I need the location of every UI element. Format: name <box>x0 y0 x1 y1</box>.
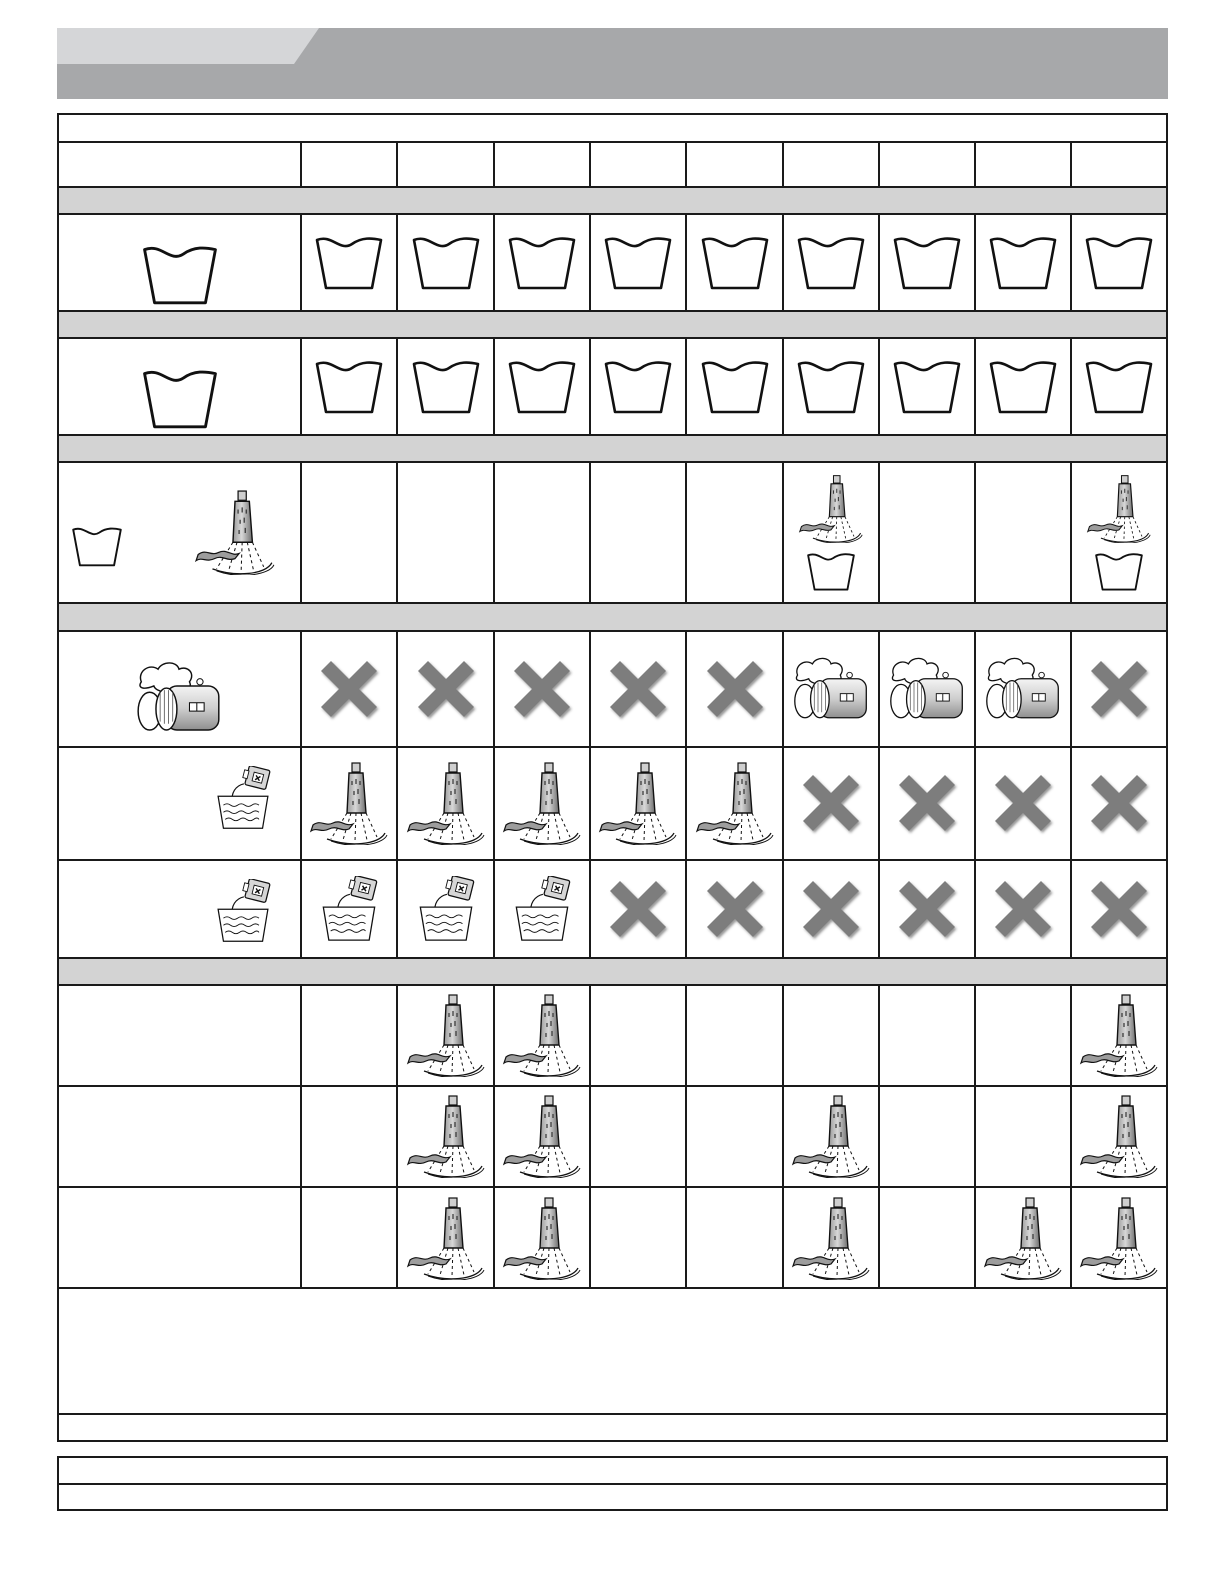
symbol-cell <box>397 462 494 603</box>
symbol-cell <box>397 1187 494 1289</box>
wash-tub-icon <box>1084 234 1154 290</box>
symbol-cell <box>397 860 494 958</box>
title-row <box>58 114 1167 142</box>
symbol-cell <box>686 338 783 435</box>
row-label-cell <box>58 985 301 1086</box>
symbol-cell <box>590 860 687 958</box>
shower-rinse-icon <box>791 1094 871 1178</box>
shower-rinse-icon <box>502 993 582 1077</box>
row-label-cell <box>58 631 301 747</box>
care-chart-table <box>57 113 1168 1442</box>
symbol-cell <box>397 631 494 747</box>
wash-tub-icon <box>411 234 481 290</box>
not-allowed-x-icon <box>699 653 771 725</box>
symbol-cell <box>494 985 590 1086</box>
symbol-cell <box>301 985 398 1086</box>
header-banner <box>57 28 1168 99</box>
section-row <box>58 603 1167 630</box>
care-row <box>58 338 1167 435</box>
wash-tub-icon <box>700 234 770 290</box>
symbol-cell <box>879 747 976 860</box>
symbol-cell <box>494 860 590 958</box>
shower-rinse-icon <box>406 993 486 1077</box>
shower-rinse-icon <box>502 1094 582 1178</box>
row-label-cell <box>58 860 301 958</box>
shower-rinse-icon <box>194 489 276 575</box>
not-allowed-x-icon <box>506 653 578 725</box>
symbol-cell <box>301 1187 398 1289</box>
symbol-cell <box>1071 747 1167 860</box>
symbol-cell <box>879 1086 976 1187</box>
detergent-pour-icon <box>509 876 575 942</box>
not-allowed-x-icon <box>987 873 1059 945</box>
symbol-cell <box>590 985 687 1086</box>
symbol-cell <box>1071 631 1167 747</box>
shower-rinse-icon <box>502 761 582 845</box>
symbol-cell <box>1071 1187 1167 1289</box>
section-row <box>58 958 1167 985</box>
symbol-cell <box>783 631 879 747</box>
symbol-cell <box>301 462 398 603</box>
wash-tub-icon <box>141 367 219 429</box>
symbol-cell <box>975 631 1071 747</box>
row-label-cell <box>58 214 301 311</box>
symbol-cell <box>590 631 687 747</box>
wash-tub-icon <box>700 358 770 414</box>
symbol-cell <box>975 985 1071 1086</box>
wash-tub-icon <box>892 358 962 414</box>
symbol-cell <box>494 462 590 603</box>
symbol-cell <box>590 1086 687 1187</box>
symbol-cell <box>879 462 976 603</box>
care-row <box>58 1086 1167 1187</box>
wash-tub-icon <box>141 243 219 305</box>
wash-tub-icon <box>71 525 123 567</box>
shower-rinse-icon <box>695 761 775 845</box>
detergent-pour-icon <box>316 876 382 942</box>
section-row <box>58 311 1167 338</box>
wash-tub-icon <box>507 234 577 290</box>
symbol-cell <box>1071 338 1167 435</box>
shower-and-tub-stack <box>1072 474 1166 591</box>
symbol-cell <box>975 747 1071 860</box>
row-label-cell <box>58 338 301 435</box>
header-cell <box>783 142 879 186</box>
symbol-cell <box>879 985 976 1086</box>
detergent-pour-icon <box>211 766 275 830</box>
care-row <box>58 631 1167 747</box>
symbol-cell <box>783 985 879 1086</box>
wash-tub-icon <box>411 358 481 414</box>
symbol-cell <box>783 860 879 958</box>
header-cell <box>397 142 494 186</box>
symbol-cell <box>494 1187 590 1289</box>
symbol-cell <box>494 747 590 860</box>
symbol-cell <box>590 462 687 603</box>
symbol-cell <box>879 214 976 311</box>
not-allowed-x-icon <box>410 653 482 725</box>
shower-rinse-icon <box>406 1196 486 1280</box>
header-cell <box>590 142 687 186</box>
header-tab <box>57 28 319 64</box>
symbol-cell <box>783 1086 879 1187</box>
row-label-cell <box>58 1187 301 1289</box>
wash-tub-icon <box>892 234 962 290</box>
not-allowed-x-icon <box>313 653 385 725</box>
detergent-pour-icon <box>413 876 479 942</box>
header-cell <box>301 142 398 186</box>
symbol-cell <box>397 214 494 311</box>
row-label-cell <box>58 747 301 860</box>
symbol-cell <box>1071 860 1167 958</box>
wash-tub-icon <box>603 358 673 414</box>
wash-tub-icon <box>1084 358 1154 414</box>
wash-tub-icon <box>796 234 866 290</box>
tumble-dryer-icon <box>888 654 966 724</box>
header-cell <box>879 142 976 186</box>
symbol-cell <box>301 1086 398 1187</box>
wash-tub-icon <box>806 551 856 591</box>
wash-tub-icon <box>603 234 673 290</box>
section-row <box>58 435 1167 462</box>
tumble-dryer-icon <box>984 654 1062 724</box>
symbol-cell <box>494 214 590 311</box>
shower-rinse-icon <box>791 1196 871 1280</box>
note-footer-row <box>58 1414 1167 1441</box>
symbol-cell <box>301 747 398 860</box>
header-cell-label <box>58 142 301 186</box>
symbol-cell <box>879 1187 976 1289</box>
symbol-cell <box>975 338 1071 435</box>
symbol-cell <box>1071 214 1167 311</box>
shower-rinse-icon <box>1079 993 1159 1077</box>
not-allowed-x-icon <box>795 873 867 945</box>
header-cell <box>494 142 590 186</box>
not-allowed-x-icon <box>1083 653 1155 725</box>
not-allowed-x-icon <box>602 873 674 945</box>
care-row <box>58 985 1167 1086</box>
care-row <box>58 1187 1167 1289</box>
footer-cell <box>58 1457 1167 1484</box>
symbol-cell <box>686 1086 783 1187</box>
symbol-cell <box>686 747 783 860</box>
symbol-cell <box>975 214 1071 311</box>
shower-rinse-icon <box>1086 474 1152 543</box>
symbol-cell <box>975 860 1071 958</box>
wash-tub-icon <box>507 358 577 414</box>
shower-and-tub-stack <box>784 474 878 591</box>
not-allowed-x-icon <box>602 653 674 725</box>
notes-cell <box>58 1288 1167 1413</box>
symbol-cell <box>590 338 687 435</box>
detergent-pour-icon <box>211 879 275 943</box>
symbol-cell <box>879 338 976 435</box>
header-cell <box>686 142 783 186</box>
wash-tub-icon <box>988 358 1058 414</box>
shower-rinse-icon <box>502 1196 582 1280</box>
symbol-cell <box>397 338 494 435</box>
symbol-cell <box>1071 462 1167 603</box>
symbol-cell <box>397 1086 494 1187</box>
symbol-cell <box>590 747 687 860</box>
symbol-cell <box>397 985 494 1086</box>
shower-rinse-icon <box>406 761 486 845</box>
header-cell <box>975 142 1071 186</box>
title-cell <box>58 114 1167 142</box>
header-cell <box>1071 142 1167 186</box>
shower-rinse-icon <box>1079 1094 1159 1178</box>
tumble-dryer-icon <box>135 658 223 737</box>
symbol-cell <box>1071 1086 1167 1187</box>
wash-tub-icon <box>1094 551 1144 591</box>
notes-row <box>58 1288 1167 1413</box>
symbol-cell <box>301 631 398 747</box>
row-label-cell <box>58 462 301 603</box>
tumble-dryer-icon <box>792 654 870 724</box>
shower-rinse-icon <box>309 761 389 845</box>
not-allowed-x-icon <box>699 873 771 945</box>
wash-tub-icon <box>314 234 384 290</box>
symbol-cell <box>686 985 783 1086</box>
symbol-cell <box>975 1086 1071 1187</box>
symbol-cell <box>1071 985 1167 1086</box>
footer-table <box>57 1456 1168 1511</box>
not-allowed-x-icon <box>987 767 1059 839</box>
symbol-cell <box>783 214 879 311</box>
shower-rinse-icon <box>406 1094 486 1178</box>
symbol-cell <box>783 747 879 860</box>
not-allowed-x-icon <box>1083 873 1155 945</box>
symbol-cell <box>301 860 398 958</box>
symbol-cell <box>590 214 687 311</box>
column-header-row <box>58 142 1167 186</box>
symbol-cell <box>301 214 398 311</box>
footer-cell <box>58 1484 1167 1510</box>
symbol-cell <box>783 1187 879 1289</box>
symbol-cell <box>686 462 783 603</box>
symbol-cell <box>397 747 494 860</box>
care-row <box>58 462 1167 603</box>
symbol-cell <box>686 214 783 311</box>
symbol-cell <box>686 631 783 747</box>
not-allowed-x-icon <box>891 873 963 945</box>
not-allowed-x-icon <box>795 767 867 839</box>
care-row <box>58 747 1167 860</box>
not-allowed-x-icon <box>1083 767 1155 839</box>
symbol-cell <box>494 631 590 747</box>
symbol-cell <box>590 1187 687 1289</box>
shower-rinse-icon <box>598 761 678 845</box>
wash-tub-icon <box>988 234 1058 290</box>
symbol-cell <box>879 860 976 958</box>
wash-tub-icon <box>314 358 384 414</box>
symbol-cell <box>686 1187 783 1289</box>
section-row <box>58 187 1167 214</box>
symbol-cell <box>975 1187 1071 1289</box>
symbol-cell <box>783 338 879 435</box>
care-row <box>58 214 1167 311</box>
shower-rinse-icon <box>983 1196 1063 1280</box>
shower-rinse-icon <box>1079 1196 1159 1280</box>
symbol-cell <box>783 462 879 603</box>
symbol-cell <box>494 338 590 435</box>
care-row <box>58 860 1167 958</box>
symbol-cell <box>494 1086 590 1187</box>
symbol-cell <box>686 860 783 958</box>
symbol-cell <box>301 338 398 435</box>
shower-rinse-icon <box>798 474 864 543</box>
symbol-cell <box>879 631 976 747</box>
row-label-cell <box>58 1086 301 1187</box>
not-allowed-x-icon <box>891 767 963 839</box>
note-footer-cell <box>58 1414 1167 1441</box>
symbol-cell <box>975 462 1071 603</box>
wash-tub-icon <box>796 358 866 414</box>
